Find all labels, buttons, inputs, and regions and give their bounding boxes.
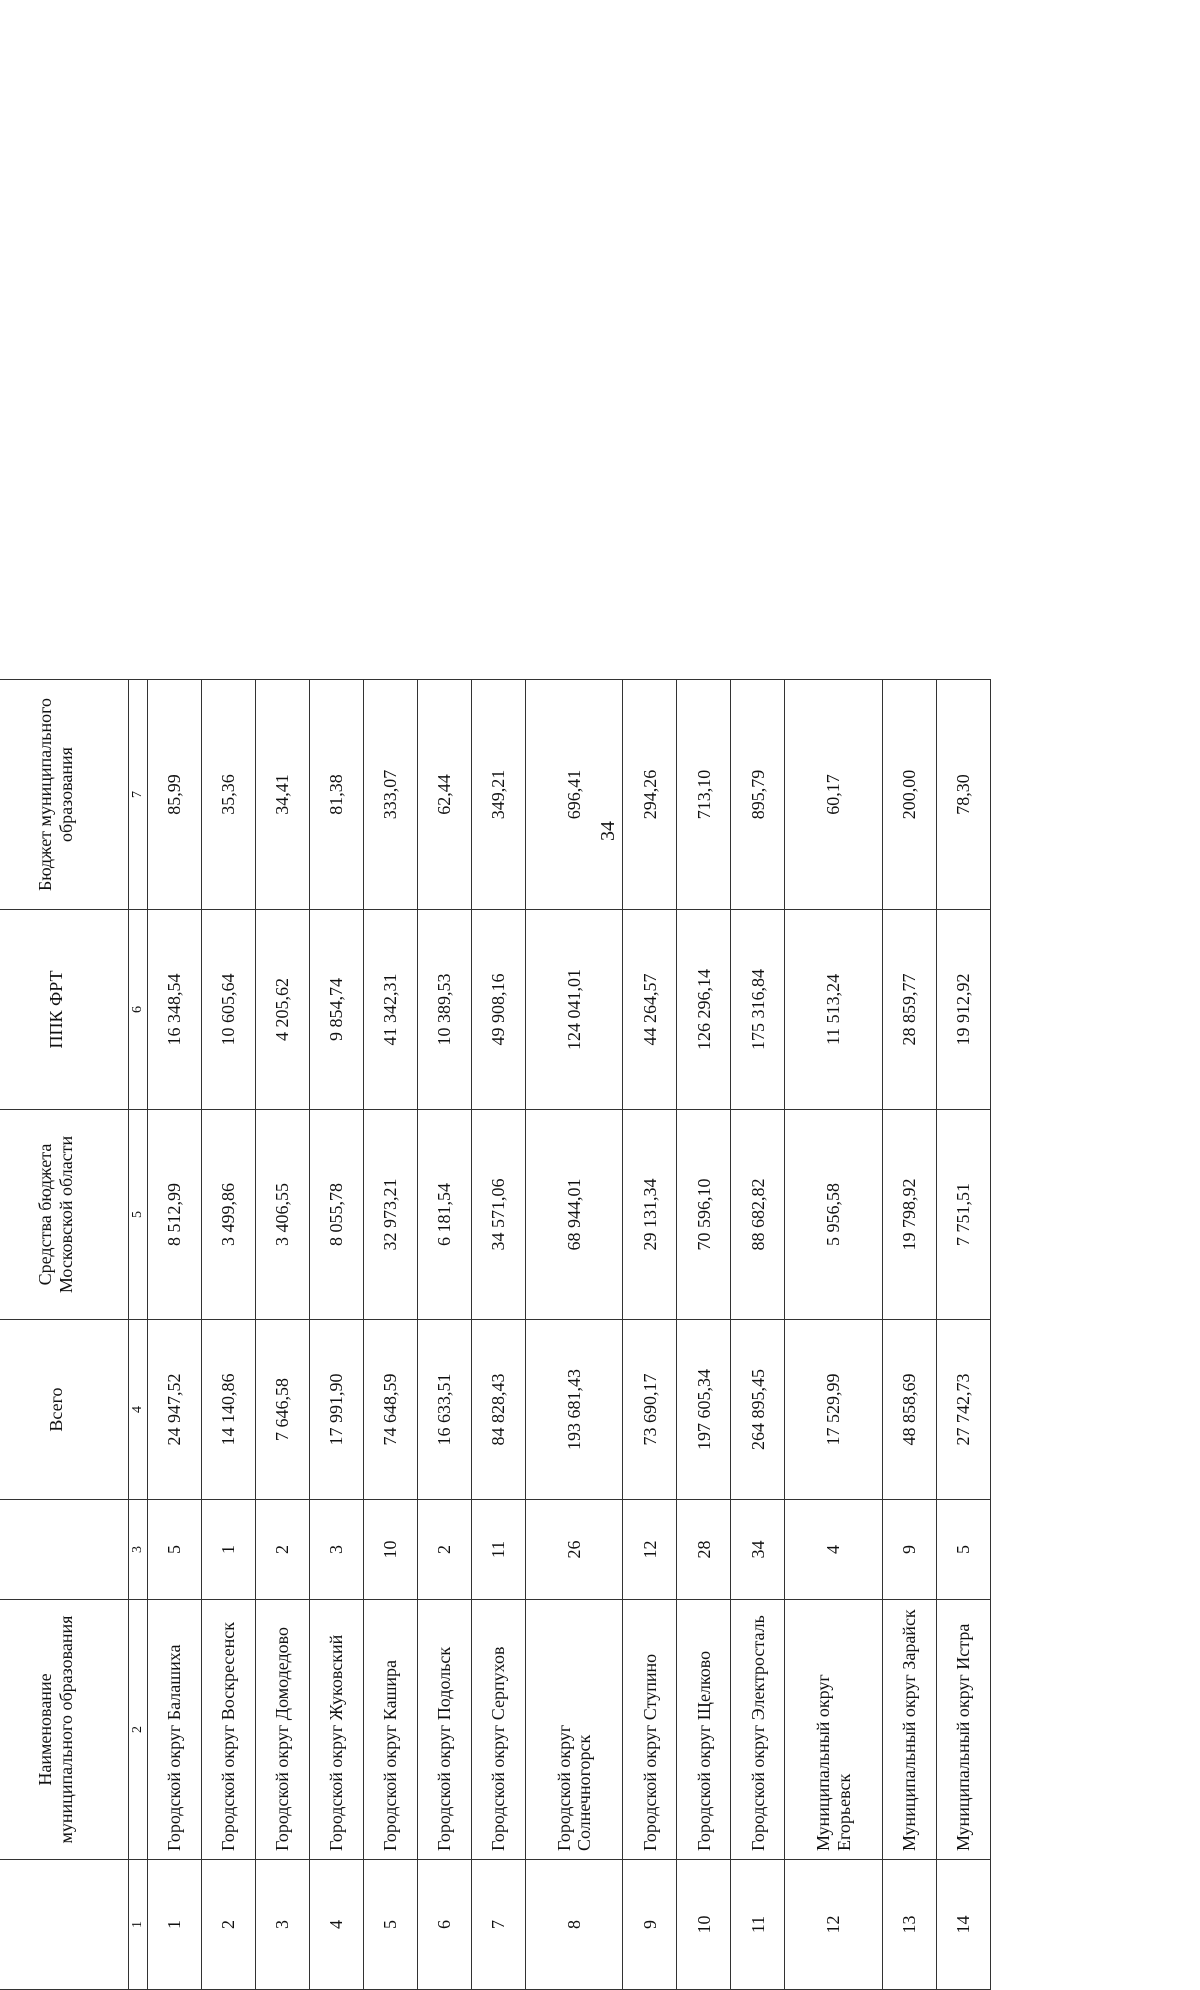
row-index-cell: 6 bbox=[418, 1860, 472, 1990]
ppk-frt-cell: 10 605,64 bbox=[202, 910, 256, 1110]
municipality-name-cell: Городской округ Серпухов bbox=[472, 1600, 526, 1860]
table-row bbox=[148, 680, 202, 1990]
column-number: 2 bbox=[129, 1600, 148, 1860]
table-row bbox=[418, 680, 472, 1990]
object-count-cell: 28 bbox=[677, 1500, 731, 1600]
municipality-name-cell: Муниципальный округ Истра bbox=[936, 1600, 990, 1860]
row-index-cell: 14 bbox=[936, 1860, 990, 1990]
row-index-cell: 13 bbox=[882, 1860, 936, 1990]
total-amount-cell: 7 646,58 bbox=[256, 1320, 310, 1500]
table-row bbox=[936, 680, 990, 1990]
object-count-cell: 2 bbox=[418, 1500, 472, 1600]
object-count-cell: 3 bbox=[310, 1500, 364, 1600]
ppk-frt-cell: 16 348,54 bbox=[148, 910, 202, 1110]
row-index-cell: 11 bbox=[731, 1860, 785, 1990]
municipal-funding-table bbox=[0, 679, 991, 1990]
object-count-cell: 1 bbox=[202, 1500, 256, 1600]
municipal-budget-cell: 81,38 bbox=[310, 680, 364, 910]
municipality-name-cell: Муниципальный округ Егорьевск bbox=[785, 1600, 882, 1860]
column-number: 1 bbox=[129, 1860, 148, 1990]
total-amount-cell: 73 690,17 bbox=[623, 1320, 677, 1500]
ppk-frt-cell: 10 389,53 bbox=[418, 910, 472, 1110]
rotated-table-container bbox=[0, 680, 991, 1990]
column-number: 5 bbox=[129, 1110, 148, 1320]
municipal-budget-cell: 294,26 bbox=[623, 680, 677, 910]
total-amount-cell: 27 742,73 bbox=[936, 1320, 990, 1500]
regional-budget-cell: 3 499,86 bbox=[202, 1110, 256, 1320]
column-number-row bbox=[129, 680, 148, 1990]
municipal-budget-cell: 85,99 bbox=[148, 680, 202, 910]
object-count-cell: 12 bbox=[623, 1500, 677, 1600]
municipality-name-cell: Городской округ Подольск bbox=[418, 1600, 472, 1860]
total-amount-cell: 74 648,59 bbox=[364, 1320, 418, 1500]
regional-budget-cell: 3 406,55 bbox=[256, 1110, 310, 1320]
header-cell-municipal-budget: Бюджет муниципального образования bbox=[0, 680, 129, 910]
regional-budget-cell: 70 596,10 bbox=[677, 1110, 731, 1320]
municipal-budget-cell: 62,44 bbox=[418, 680, 472, 910]
total-amount-cell: 14 140,86 bbox=[202, 1320, 256, 1500]
column-number: 7 bbox=[129, 680, 148, 910]
regional-budget-cell: 7 751,51 bbox=[936, 1110, 990, 1320]
municipal-budget-cell: 34,41 bbox=[256, 680, 310, 910]
header-cell-count bbox=[0, 1500, 129, 1600]
header-row bbox=[0, 680, 129, 1990]
municipal-budget-cell: 895,79 bbox=[731, 680, 785, 910]
table-row bbox=[785, 680, 882, 1990]
object-count-cell: 5 bbox=[148, 1500, 202, 1600]
object-count-cell: 26 bbox=[526, 1500, 623, 1600]
row-index-cell: 12 bbox=[785, 1860, 882, 1990]
column-number: 4 bbox=[129, 1320, 148, 1500]
header-cell-name: Наименование муниципального образования bbox=[0, 1600, 129, 1860]
ppk-frt-cell: 44 264,57 bbox=[623, 910, 677, 1110]
column-number: 6 bbox=[129, 910, 148, 1110]
municipal-budget-cell: 78,30 bbox=[936, 680, 990, 910]
ppk-frt-cell: 175 316,84 bbox=[731, 910, 785, 1110]
ppk-frt-cell: 124 041,01 bbox=[526, 910, 623, 1110]
table-row bbox=[472, 680, 526, 1990]
municipal-budget-cell: 60,17 bbox=[785, 680, 882, 910]
municipality-name-cell: Городской округ Воскресенск bbox=[202, 1600, 256, 1860]
total-amount-cell: 24 947,52 bbox=[148, 1320, 202, 1500]
total-amount-cell: 17 529,99 bbox=[785, 1320, 882, 1500]
object-count-cell: 11 bbox=[472, 1500, 526, 1600]
municipality-name-cell: Городской округ Домодедово bbox=[256, 1600, 310, 1860]
regional-budget-cell: 6 181,54 bbox=[418, 1110, 472, 1320]
municipal-budget-cell: 349,21 bbox=[472, 680, 526, 910]
table-row bbox=[310, 680, 364, 1990]
object-count-cell: 5 bbox=[936, 1500, 990, 1600]
regional-budget-cell: 8 055,78 bbox=[310, 1110, 364, 1320]
municipality-name-cell: Городской округ Балашиха bbox=[148, 1600, 202, 1860]
total-amount-cell: 84 828,43 bbox=[472, 1320, 526, 1500]
municipality-name-cell: Городской округ Электросталь bbox=[731, 1600, 785, 1860]
total-amount-cell: 197 605,34 bbox=[677, 1320, 731, 1500]
table-row bbox=[256, 680, 310, 1990]
regional-budget-cell: 88 682,82 bbox=[731, 1110, 785, 1320]
header-cell-index bbox=[0, 1860, 129, 1990]
municipal-budget-cell: 35,36 bbox=[202, 680, 256, 910]
regional-budget-cell: 8 512,99 bbox=[148, 1110, 202, 1320]
table-body bbox=[148, 680, 991, 1990]
total-amount-cell: 17 991,90 bbox=[310, 1320, 364, 1500]
ppk-frt-cell: 41 342,31 bbox=[364, 910, 418, 1110]
ppk-frt-cell: 11 513,24 bbox=[785, 910, 882, 1110]
ppk-frt-cell: 126 296,14 bbox=[677, 910, 731, 1110]
ppk-frt-cell: 4 205,62 bbox=[256, 910, 310, 1110]
ppk-frt-cell: 28 859,77 bbox=[882, 910, 936, 1110]
regional-budget-cell: 32 973,21 bbox=[364, 1110, 418, 1320]
municipal-budget-cell: 696,41 bbox=[526, 680, 623, 910]
header-cell-ppk-frt: ППК ФРТ bbox=[0, 910, 129, 1110]
municipal-budget-cell: 713,10 bbox=[677, 680, 731, 910]
municipality-name-cell: Городской округ Солнечногорск bbox=[526, 1600, 623, 1860]
total-amount-cell: 264 895,45 bbox=[731, 1320, 785, 1500]
municipal-budget-cell: 200,00 bbox=[882, 680, 936, 910]
object-count-cell: 4 bbox=[785, 1500, 882, 1600]
row-index-cell: 1 bbox=[148, 1860, 202, 1990]
regional-budget-cell: 34 571,06 bbox=[472, 1110, 526, 1320]
table-row bbox=[677, 680, 731, 1990]
column-number: 3 bbox=[129, 1500, 148, 1600]
regional-budget-cell: 68 944,01 bbox=[526, 1110, 623, 1320]
municipality-name-cell: Городской округ Щелково bbox=[677, 1600, 731, 1860]
table-row bbox=[623, 680, 677, 1990]
municipality-name-cell: Городской округ Кашира bbox=[364, 1600, 418, 1860]
ppk-frt-cell: 9 854,74 bbox=[310, 910, 364, 1110]
table-row bbox=[526, 680, 623, 1990]
row-index-cell: 8 bbox=[526, 1860, 623, 1990]
table-row bbox=[731, 680, 785, 1990]
municipal-budget-cell: 333,07 bbox=[364, 680, 418, 910]
ppk-frt-cell: 49 908,16 bbox=[472, 910, 526, 1110]
row-index-cell: 7 bbox=[472, 1860, 526, 1990]
total-amount-cell: 48 858,69 bbox=[882, 1320, 936, 1500]
table-row bbox=[202, 680, 256, 1990]
object-count-cell: 10 bbox=[364, 1500, 418, 1600]
page-number: 34 bbox=[597, 821, 619, 841]
table-row bbox=[882, 680, 936, 1990]
table-row bbox=[364, 680, 418, 1990]
row-index-cell: 10 bbox=[677, 1860, 731, 1990]
row-index-cell: 9 bbox=[623, 1860, 677, 1990]
municipality-name-cell: Городской округ Жуковский bbox=[310, 1600, 364, 1860]
header-cell-total: Всего bbox=[0, 1320, 129, 1500]
object-count-cell: 2 bbox=[256, 1500, 310, 1600]
row-index-cell: 2 bbox=[202, 1860, 256, 1990]
total-amount-cell: 16 633,51 bbox=[418, 1320, 472, 1500]
municipality-name-cell: Городской округ Ступино bbox=[623, 1600, 677, 1860]
regional-budget-cell: 29 131,34 bbox=[623, 1110, 677, 1320]
row-index-cell: 5 bbox=[364, 1860, 418, 1990]
object-count-cell: 34 bbox=[731, 1500, 785, 1600]
ppk-frt-cell: 19 912,92 bbox=[936, 910, 990, 1110]
object-count-cell: 9 bbox=[882, 1500, 936, 1600]
regional-budget-cell: 5 956,58 bbox=[785, 1110, 882, 1320]
municipality-name-cell: Муниципальный округ Зарайск bbox=[882, 1600, 936, 1860]
total-amount-cell: 193 681,43 bbox=[526, 1320, 623, 1500]
header-cell-regional-budget: Средства бюджета Московской области bbox=[0, 1110, 129, 1320]
row-index-cell: 3 bbox=[256, 1860, 310, 1990]
regional-budget-cell: 19 798,92 bbox=[882, 1110, 936, 1320]
row-index-cell: 4 bbox=[310, 1860, 364, 1990]
